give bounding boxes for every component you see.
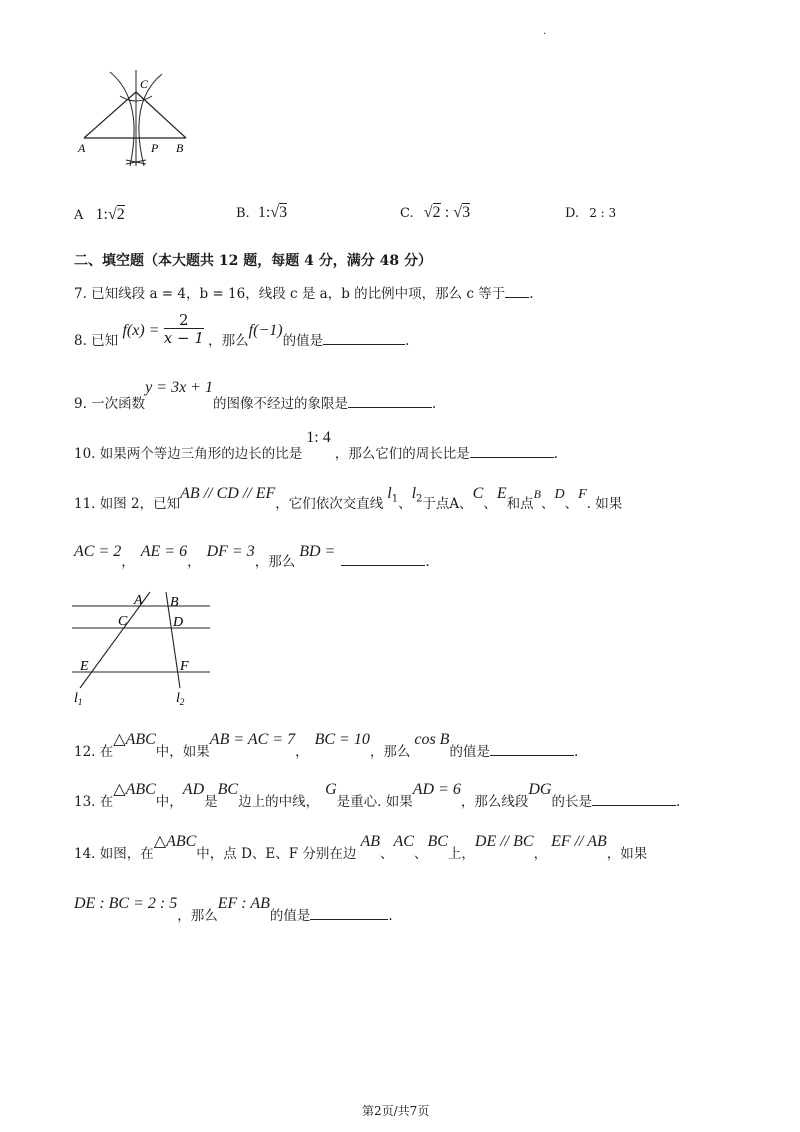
q12-pre: 12. 在 xyxy=(74,744,114,760)
q12-end: . xyxy=(573,744,579,760)
option-c-letter: C. xyxy=(400,206,414,221)
q13-pre: 13. 在 xyxy=(74,794,114,810)
q11-l1: l xyxy=(387,485,392,502)
q14-s2: 、 xyxy=(413,846,428,862)
q13-ad: AD xyxy=(182,781,205,798)
q11-pC: C xyxy=(472,485,484,502)
answer-blank[interactable] xyxy=(323,330,405,345)
q8-num: 2 xyxy=(164,312,204,329)
question-14-line2 xyxy=(74,892,393,924)
question-14-line1 xyxy=(74,830,648,862)
label-b: B xyxy=(176,141,184,155)
figure-construction xyxy=(70,66,200,171)
q13-tri: △ABC xyxy=(113,781,156,798)
label-b: B xyxy=(170,595,179,610)
q13-bc: BC xyxy=(217,781,239,798)
question-8 xyxy=(74,312,409,347)
option-a-value: 1: xyxy=(95,206,108,223)
option-d xyxy=(565,206,616,221)
option-b xyxy=(236,204,287,222)
q13-mid: 中， xyxy=(155,794,183,810)
q13-g: G xyxy=(325,781,337,798)
arc-1 xyxy=(110,72,134,166)
q9-pre: 9. 一次函数 xyxy=(74,396,146,412)
q11-pA: A xyxy=(449,496,460,512)
q11-then: ，那么 xyxy=(254,554,296,570)
label-l2: $l_2$ xyxy=(176,691,185,707)
option-a-letter: A xyxy=(74,208,84,223)
q11-bd: BD = xyxy=(299,543,336,560)
q9-end: . xyxy=(431,396,437,412)
question-13 xyxy=(74,778,681,810)
q11-sepC: 、 xyxy=(483,496,497,512)
label-c: C xyxy=(118,614,128,629)
option-b-value: 1: xyxy=(257,204,271,221)
q14-ac: AC xyxy=(393,833,414,850)
sqrt-icon: √ xyxy=(270,204,280,221)
q14-ab: AB xyxy=(360,833,380,850)
q11-pF: F xyxy=(578,487,587,502)
label-e: E xyxy=(80,659,89,674)
q14-s1: 、 xyxy=(379,846,394,862)
option-c-r1: 2 xyxy=(432,204,441,221)
q11-sep1: 、 xyxy=(398,496,412,512)
question-10 xyxy=(74,426,559,462)
option-c-r2: 3 xyxy=(462,204,471,221)
answer-blank[interactable] xyxy=(470,443,554,458)
q8-func: f(x) = xyxy=(122,322,160,339)
q11-sepB: 、 xyxy=(540,496,555,512)
q11-mid2: 于点 xyxy=(422,496,450,512)
q8-mid: ，那么 xyxy=(208,333,249,349)
label-l1: $l_1$ xyxy=(74,691,83,707)
q11-l2: l xyxy=(411,485,417,502)
sqrt-icon: √ xyxy=(107,206,117,223)
q7-end: . xyxy=(529,286,534,302)
answer-blank[interactable] xyxy=(490,741,574,756)
q13-eq: AD = 6 xyxy=(412,781,461,798)
q11-ac: AC = 2 xyxy=(74,543,122,560)
sqrt-icon: √ xyxy=(453,204,463,221)
option-b-letter: B. xyxy=(236,206,250,221)
q11-df: DF = 3 xyxy=(206,543,255,560)
question-7 xyxy=(74,282,534,302)
page-number: 第2页/共7页 xyxy=(362,1104,430,1118)
q14-post: 的值是 xyxy=(269,908,311,924)
q11-sepA: 、 xyxy=(459,496,473,512)
q8-fraction xyxy=(164,312,204,347)
q11-c2: ， xyxy=(187,554,201,570)
q13-post: 的长是 xyxy=(551,794,592,810)
q8-den: x − 1 xyxy=(163,329,204,347)
q11-pE: E xyxy=(496,485,507,502)
figure-parallel-lines xyxy=(70,590,215,710)
option-d-letter: D. xyxy=(565,206,580,221)
side-ac xyxy=(84,92,136,138)
q14-efab: EF : AB xyxy=(217,895,270,912)
sqrt-icon: √ xyxy=(423,204,433,221)
q12-eq1: AB = AC = 7 xyxy=(209,731,296,748)
q12-mid: 中，如果 xyxy=(155,744,210,760)
q13-mid3: 是重心. 如果 xyxy=(336,794,413,810)
label-a: A xyxy=(134,593,143,608)
answer-blank[interactable] xyxy=(592,791,676,806)
q14-then: ，那么 xyxy=(177,908,218,924)
q14-pre: 14. 如图，在 xyxy=(74,846,154,862)
corner-dot: . xyxy=(543,26,547,37)
label-p: P xyxy=(151,141,159,155)
q11-end1: . 如果 xyxy=(586,496,623,512)
label-d: D xyxy=(173,615,184,630)
q11-pre: 11. 如图 2，已知 xyxy=(74,496,181,512)
q14-ef: EF // AB xyxy=(551,833,607,850)
q11-l1-sub: 1 xyxy=(391,493,399,505)
q10-pre: 10. 如果两个等边三角形的边长的比是 xyxy=(74,446,303,462)
q14-end: . xyxy=(388,908,393,924)
q8-func2: f(−1) xyxy=(248,322,283,339)
q9-expr: y = 3x + 1 xyxy=(145,379,213,396)
option-c xyxy=(400,204,470,222)
q9-post: 的图像不经过的象限是 xyxy=(212,396,348,412)
q11-end: . xyxy=(425,554,430,570)
q8-post: 的值是 xyxy=(282,333,324,349)
section-title: 二、填空题（本大题共 12 题，每题 4 分，满分 48 分） xyxy=(74,253,432,269)
q10-post: ，那么它们的周长比是 xyxy=(334,446,470,462)
question-11-line1 xyxy=(74,482,623,512)
option-b-radicand: 3 xyxy=(279,204,288,221)
q12-post: 的值是 xyxy=(449,744,490,760)
answer-blank[interactable] xyxy=(341,551,425,566)
q14-c: ， xyxy=(533,846,548,862)
option-a-radicand: 2 xyxy=(116,206,125,223)
q8-pre: 8. 已知 xyxy=(74,333,119,349)
label-f: F xyxy=(180,659,189,674)
q13-is: 是 xyxy=(204,794,218,810)
q11-and: 和点 xyxy=(506,496,534,512)
question-9 xyxy=(74,376,437,412)
q11-l2-sub: 2 xyxy=(416,493,423,505)
q12-c: ， xyxy=(295,744,309,760)
q12-then: ，那么 xyxy=(369,744,411,760)
answer-blank[interactable] xyxy=(348,393,432,408)
option-d-value: 2 : 3 xyxy=(589,206,617,220)
q14-mid: 中，点 D、E、F 分别在边 xyxy=(196,846,357,862)
q12-eq2: BC = 10 xyxy=(314,731,370,748)
q13-dg: DG xyxy=(528,781,552,798)
q13-mid2: 边上的中线， xyxy=(238,794,320,810)
q13-then: ，那么线段 xyxy=(460,794,529,810)
q12-tri: △ABC xyxy=(113,731,156,748)
answer-blank[interactable] xyxy=(310,905,388,920)
q14-tri: △ABC xyxy=(153,833,197,850)
q11-parallel: AB // CD // EF xyxy=(180,485,276,502)
label-a: A xyxy=(78,141,86,155)
q14-if: ，如果 xyxy=(606,846,648,862)
q7-text: 7. 已知线段 a = 4，b = 16，线段 c 是 a，b 的比例中项，那么 c 等于 xyxy=(74,286,506,302)
q10-end: . xyxy=(553,446,559,462)
q11-c1: ， xyxy=(121,554,135,570)
option-c-sep: : xyxy=(444,204,450,221)
question-12 xyxy=(74,728,579,760)
question-11-line2 xyxy=(74,540,430,570)
q14-ratio: DE : BC = 2 : 5 xyxy=(74,895,178,912)
q11-ae: AE = 6 xyxy=(140,543,188,560)
q13-end: . xyxy=(675,794,681,810)
q11-sepD: 、 xyxy=(564,496,579,512)
q8-end: . xyxy=(405,333,410,349)
q11-pD: D xyxy=(554,487,565,502)
answer-blank[interactable] xyxy=(505,283,529,298)
label-c: C xyxy=(140,77,149,91)
q11-pB: B xyxy=(533,487,541,501)
option-a xyxy=(74,206,125,224)
q10-ratio: 1: 4 xyxy=(306,429,331,446)
q12-cos: cos B xyxy=(414,731,450,748)
q14-bc: BC xyxy=(427,833,448,850)
q11-mid: ，它们依次交直线 xyxy=(275,496,384,512)
q14-de: DE // BC xyxy=(474,833,534,850)
q14-on: 上， xyxy=(447,846,475,862)
